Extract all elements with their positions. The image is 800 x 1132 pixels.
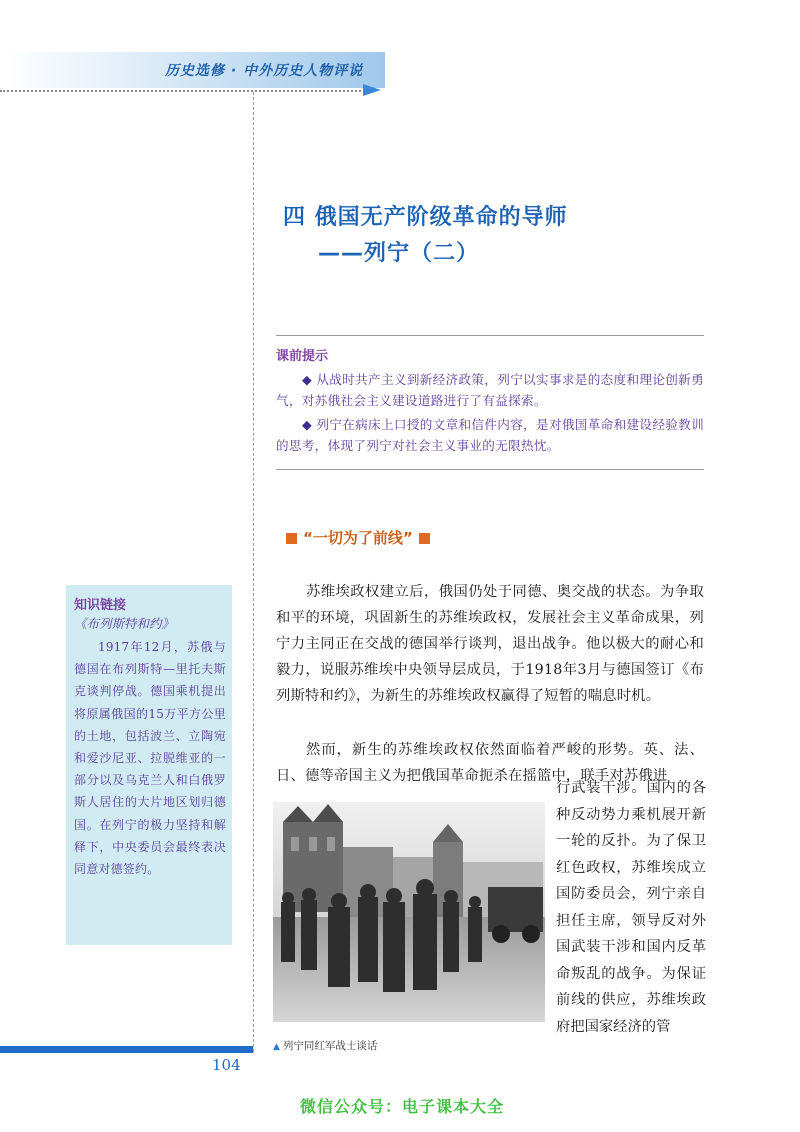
running-header: 历史选修 · 中外历史人物评说 (165, 63, 364, 79)
preview-item-1: ◆ 从战时共产主义到新经济政策，列宁以实事求是的态度和理论创新勇气，对苏俄社会主义建设道路进行了有益探索。 (276, 372, 704, 408)
preview-label: 课前提示 (276, 349, 329, 364)
photo-illustration (273, 802, 545, 1022)
knowledge-title: 《布列斯特和约》 (74, 616, 175, 631)
diamond-bullet-icon: ◆ (302, 372, 313, 387)
page-number: 104 (212, 1056, 241, 1074)
caption-triangle-icon: ▲ (273, 1042, 280, 1052)
knowledge-body: 1917年12月，苏俄与德国在布列斯特—里托夫斯克谈判停战。德国乘机提出将原属俄国的15万平方公里的土地，包括波兰、立陶宛和爱沙尼亚、拉脱维亚的一部分以及乌克兰人和白俄罗斯人居住的大片地区划归德国。在列宁的极力坚持和解释下，中央委员会最终表决同意对德签约。 (74, 640, 226, 877)
chapter-subtitle: ——列宁（二） (318, 241, 480, 266)
header-arrow-icon (363, 84, 381, 96)
wechat-watermark: 微信公众号：电子课本大全 (300, 1097, 505, 1116)
body-paragraph-2-continued: 行武装干涉。国内的各种反动势力乘机展开新一轮的反扑。为了保卫红色政权，苏维埃成立国防委员会，列宁亲自担任主席，领导反对外国武装干涉和国内反革命叛乱的战争。为保证前线的供应，苏维埃政府把国家经济的管 (556, 780, 706, 1035)
knowledge-label: 知识链接 (74, 598, 127, 613)
preview-top-rule (276, 335, 704, 336)
chapter-title: 四 俄国无产阶级革命的导师 (283, 205, 568, 230)
diamond-bullet-icon: ◆ (302, 417, 313, 432)
footer-blue-bar (0, 1046, 253, 1053)
preview-item-2: ◆ 列宁在病床上口授的文章和信件内容，是对俄国革命和建设经验教训的思考，体现了列宁对社会主义事业的无限热忱。 (276, 417, 704, 453)
margin-dashed-line (253, 92, 254, 1052)
photo-caption: ▲ 列宁同红军战士谈话 (273, 1040, 378, 1052)
body-paragraph-2: 然而，新生的苏维埃政权依然面临着严峻的形势。英、法、日、德等帝国主义为把俄国革命扼杀在摇篮中，联手对苏俄进 (276, 742, 704, 784)
section-heading: “一切为了前线” (280, 527, 436, 548)
header-dotted-rule (0, 90, 365, 92)
square-marker-icon (419, 533, 430, 544)
preview-bottom-rule (276, 469, 704, 470)
body-paragraph-1: 苏维埃政权建立后，俄国仍处于同德、奥交战的状态。为争取和平的环境，巩固新生的苏维埃政权，发展社会主义革命成果，列宁力主同正在交战的德国举行谈判，退出战争。他以极大的耐心和毅力，说服苏维埃中央领导层成员，于1918年3月与德国签订《布列斯特和约》，为新生的苏维埃政权赢得了短暂的喘息时机。 (276, 584, 704, 704)
square-marker-icon (286, 533, 297, 544)
historical-photo (273, 802, 545, 1022)
